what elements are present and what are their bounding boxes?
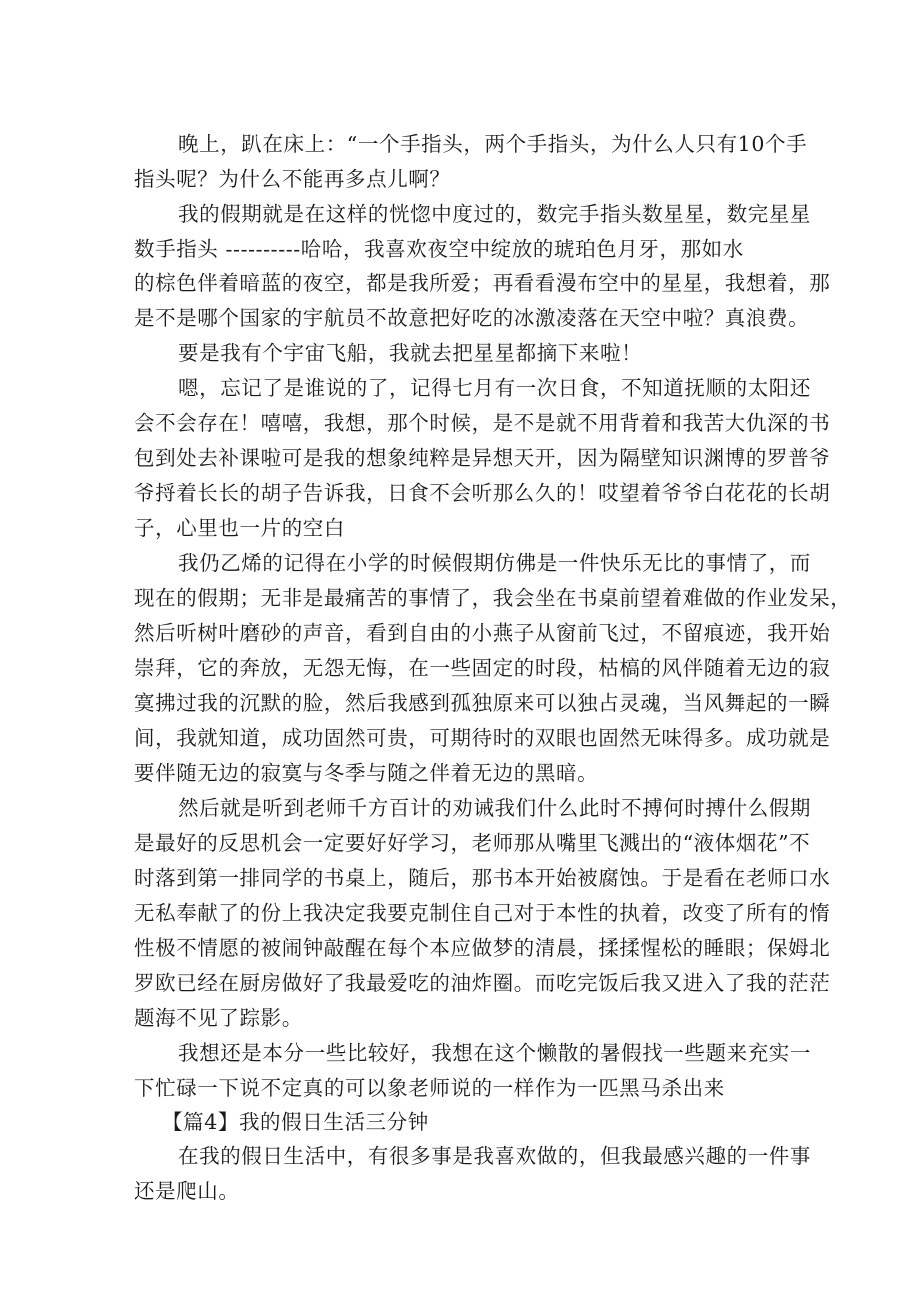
- text-line: 会不会存在！嘻嘻，我想，那个时候，是不是就不用背着和我苦大仇深的书: [134, 411, 831, 435]
- text-line: 是最好的反思机会一定要好好学习，老师那从嘴里飞溅出的“液体烟花”不: [134, 831, 811, 855]
- text-line: 晚上，趴在床上：“一个手指头，两个手指头，为什么人只有10个手: [178, 132, 808, 156]
- text-line: 指头呢？为什么不能再多点儿啊？: [134, 167, 451, 191]
- section-heading: 【篇4】我的假日生活三分钟: [162, 1110, 429, 1134]
- text-line: 现在的假期；无非是最痛苦的事情了，我会坐在书桌前望着难做的作业发呆，: [134, 586, 852, 610]
- text-line: 数手指头 ----------哈哈，我喜欢夜空中绽放的琥珀色月牙，那如水: [134, 237, 744, 261]
- text-line: 寞拂过我的沉默的脸，然后我感到孤独原来可以独占灵魂，当风舞起的一瞬: [134, 691, 831, 715]
- text-line: 题海不见了踪影。: [134, 1006, 303, 1030]
- text-line: 爷捋着长长的胡子告诉我，日食不会听那么久的！哎望着爷爷白花花的长胡: [134, 481, 831, 505]
- text-line: 我的假期就是在这样的恍惚中度过的，数完手指头数星星，数完星星: [178, 202, 811, 226]
- text-line: 我想还是本分一些比较好，我想在这个懒散的暑假找一些题来充实一: [178, 1041, 811, 1065]
- text-line: 在我的假日生活中，有很多事是我喜欢做的，但我最感兴趣的一件事: [178, 1144, 811, 1168]
- text-line: 间，我就知道，成功固然可贵，可期待时的双眼也固然无味得多。成功就是: [134, 726, 831, 750]
- text-line: 要伴随无边的寂寞与冬季与随之伴着无边的黑暗。: [134, 761, 599, 785]
- text-line: 性极不情愿的被闹钟敲醒在每个本应做梦的清晨，揉揉惺松的睡眼；保姆北: [134, 936, 831, 960]
- text-line: 下忙碌一下说不定真的可以象老师说的一样作为一匹黑马杀出来: [134, 1076, 725, 1100]
- text-line: 然后就是听到老师千方百计的劝诫我们什么此时不搏何时搏什么假期: [178, 796, 811, 820]
- text-line: 罗欧已经在厨房做好了我最爱吃的油炸圈。而吃完饭后我又进入了我的茫茫: [134, 971, 831, 995]
- text-line: 嗯，忘记了是谁说的了，记得七月有一次日食，不知道抚顺的太阳还: [178, 376, 811, 400]
- text-line: 时落到第一排同学的书桌上，随后，那书本开始被腐蚀。于是看在老师口水: [134, 866, 831, 890]
- text-line: 要是我有个宇宙飞船，我就去把星星都摘下来啦！: [178, 341, 643, 365]
- text-line: 是不是哪个国家的宇航员不故意把好吃的冰激凌落在天空中啦？真浪费。: [134, 306, 810, 330]
- text-line: 无私奉献了的份上我决定我要克制住自己对于本性的执着，改变了所有的惰: [134, 901, 831, 925]
- text-line: 还是爬山。: [134, 1179, 240, 1203]
- text-line: 崇拜，它的奔放，无怨无悔，在一些固定的时段，枯槁的风伴随着无边的寂: [134, 656, 831, 680]
- text-line: 子，心里也一片的空白: [134, 516, 345, 540]
- text-line: 包到处去补课啦可是我的想象纯粹是异想天开，因为隔壁知识渊博的罗普爷: [134, 446, 831, 470]
- text-line: 我仍乙烯的记得在小学的时候假期仿佛是一件快乐无比的事情了，而: [178, 551, 811, 575]
- text-line: 的棕色伴着暗蓝的夜空，都是我所爱；再看看漫布空中的星星，我想着，那: [134, 271, 831, 295]
- text-line: 然后听树叶磨砂的声音，看到自由的小燕子从窗前飞过，不留痕迹，我开始: [134, 621, 831, 645]
